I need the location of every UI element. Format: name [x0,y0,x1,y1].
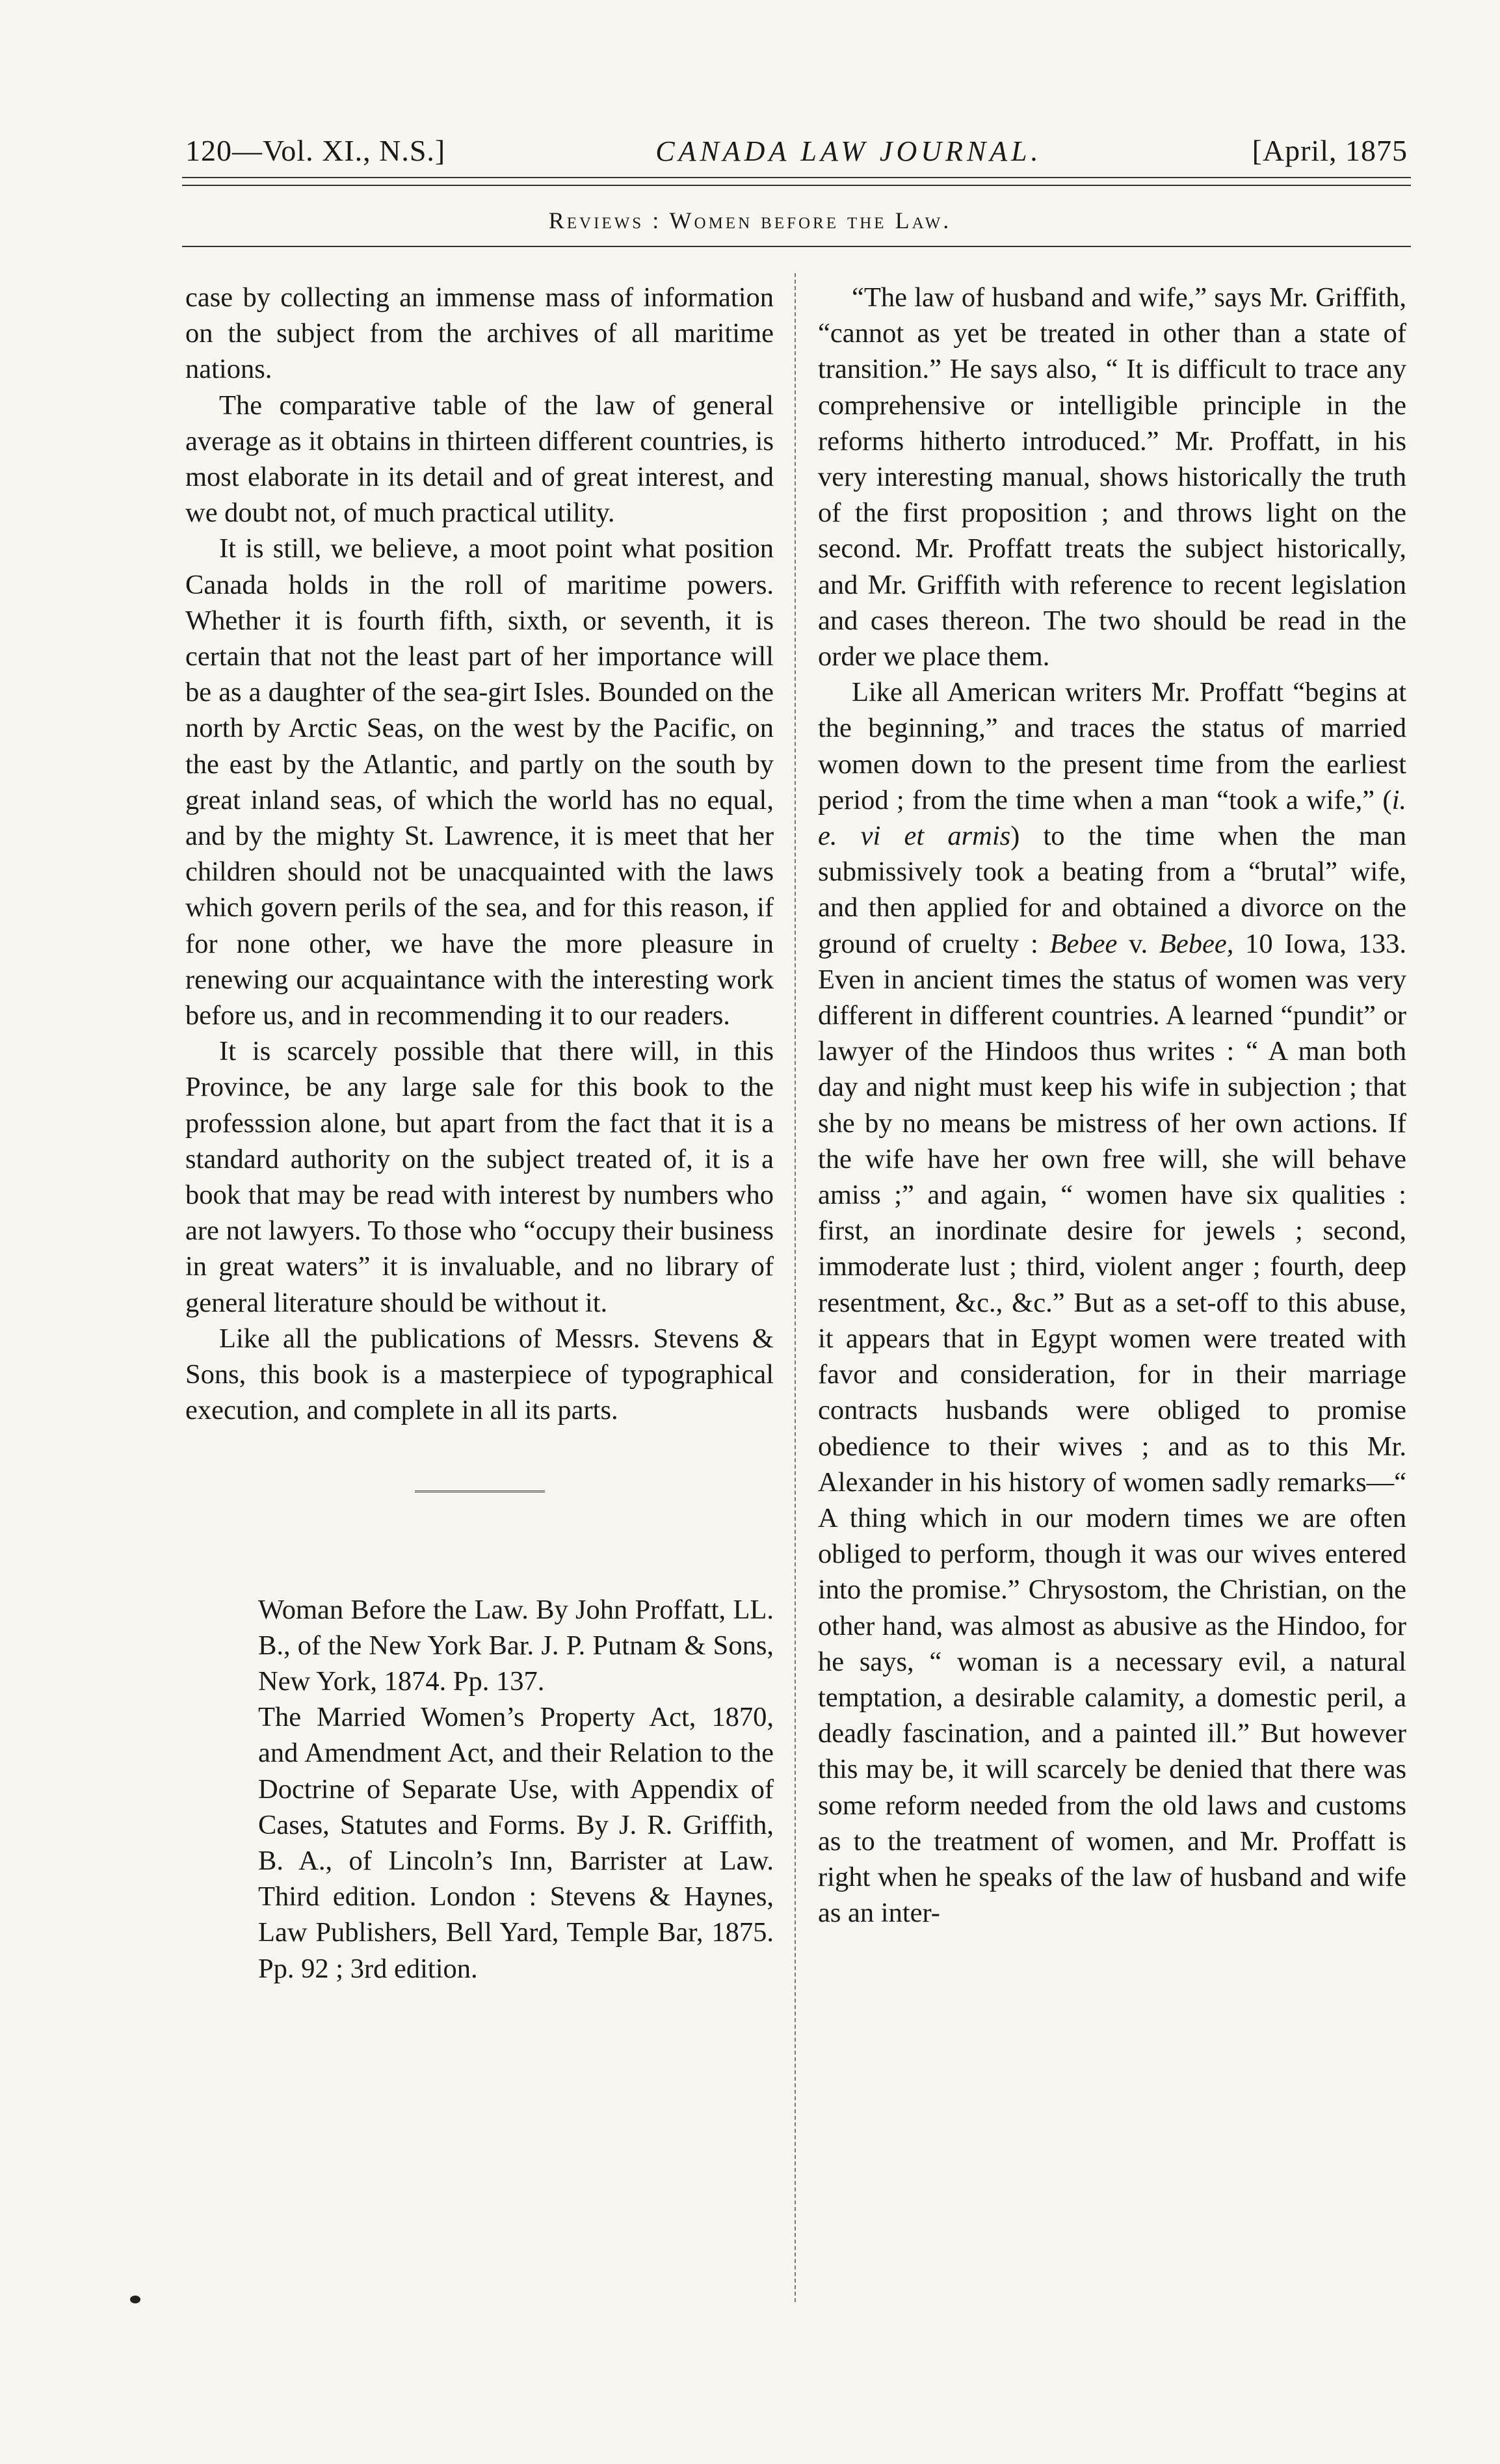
running-header [185,133,1408,168]
paragraph: The comparative table of the law of general average as it obtains in thirteen different countries, is most elaborate in its detail and of great interest, and we doubt not, of much practical utility. [185,390,774,529]
paragraph: It is scarcely possible that there will, in this Province, be any large sale for this book to the professsion alone, but apart from the fact that it is a standard authority on the subject treated of, it is a book that may be read with interest by numbers who are not lawyers. To those who “occupy their business in great waters” it is invaluable, and no library of general literature should be without it. [185,1036,774,1318]
paragraph: It is still, we believe, a moot point what position Canada holds in the roll of maritime powers. Whether it is fourth fifth, sixth, or seventh, it is certain that not the least part of her importance will be as a daughter of the sea-girt Isles. Bounded on the north by Arctic Seas, on the west by the Pacific, on the east by the Atlantic, and partly on the south by great inland seas, of which the world has no equal, and by the mighty St. Lawrence, it is meet that her children should not be unacquainted with the laws which govern perils of the sea, and for this reason, if for none other, we have the more pleasure in renewing our acquaintance with the interesting work before us, and in recommending it to our readers. [185,533,774,1031]
case-name: Bebee, [1159,928,1234,959]
text-run: Like all American writers Mr. Proffatt “begins at the beginning,” and traces the status of married women down to the present time from the earliest period ; from the time when a man “took a wife,” ( [818,677,1406,815]
ink-speck [130,2296,140,2303]
journal-title: CANADA LAW JOURNAL. [655,135,1042,167]
paragraph: “The law of husband and wife,” says Mr. Griffith, “cannot as yet be treated in other than a state of transition.” He says also, “ It is difficult to trace any comprehensive or intelligible principle in the reforms hitherto introduced.” Mr. Proffatt, in his very interesting manual, shows historically the truth of the first proposition ; and throws light on the second. Mr. Proffatt treats the subject historically, and Mr. Griffith with reference to recent legislation and cases thereon. The two should be read in the order we place them. [818,282,1406,672]
text-run: ) to the time when the man submissively took a beating from a “brutal” wife, and then applied for and obtained a divorce on the ground of cruelty : [818,821,1406,959]
book-entry-woman-before-the-law: Woman Before the Law. By John Proffatt, LL. B., of the New York Bar. J. P. Putnam & Sons, New York, 1874. Pp. 137. [258,1594,774,1697]
section-heading: Reviews : Women before the Law. [548,207,952,233]
issue-date: [April, 1875 [1252,134,1408,167]
paragraph: Like all the publications of Messrs. Stevens & Sons, this book is a masterpiece of typographical execution, and complete in all its parts. [185,1323,774,1426]
column-divider [795,273,796,2302]
left-column [185,280,774,1987]
section-rule [182,246,1411,247]
header-double-rule [182,177,1411,186]
case-name: Bebee [1049,928,1118,959]
latin-phrase: i. e. vi et armis [818,784,1406,852]
separator-rule [415,1490,545,1494]
page-reference: 120—Vol. XI., N.S.] [185,134,446,167]
book-entry-married-womens-property-act: The Married Women’s Property Act, 1870, and Amendment Act, and their Relation to the Doctrine of Separate Use, with Appendix of Cases, Statutes and Forms. By J. R. Griffith, B. A., of Lincoln’s Inn, Barrister at Law. Third edition. London : Stevens & Haynes, Law Publishers, Bell Yard, Temple Bar, 1875. Pp. 92 ; 3rd edition. [258,1702,774,1984]
text-run: v. [1117,928,1159,959]
paragraph: case by collecting an immense mass of information on the subject from the archives of all maritime nations. [185,282,774,385]
text-run: 10 Iowa, 133. Even in ancient times the status of women was very different in different countries. A learned “pundit” or lawyer of the Hindoos thus writes : “ A man both day and night must keep his wife in subjection ; that she by no means be mistress of her own actions. If the wife have her own free will, she will behave amiss ;” and again, “ women have six qualities : first, an inordinate desire for jewels ; second, immoderate lust ; third, violent anger ; fourth, deep resentment, &c., &c.” But as a set-off to this abuse, it appears that in Egypt women were treated with favor and consideration, for in their marriage contracts husbands were obliged to promise obedience to their wives ; and as to this Mr. Alexander in his history of women sadly remarks—“ A thing which in our modern times we are often obliged to perform, though it was our wives entered into the promise.” Chrysostom, the Christian, on the other hand, was almost as abusive as the Hindoo, for he says, “ woman is a necessary evil, a natural temptation, a desirable calamity, a domestic peril, a deadly fascination, and a painted ill.” But however this may be, it will scarcely be denied that there was some reform needed from the old laws and customs as to the treatment of women, and Mr. Proffatt is right when he speaks of the law of husband and wife as an inter- [818,928,1407,1929]
paragraph [818,674,1406,1931]
right-column [818,280,1406,1931]
